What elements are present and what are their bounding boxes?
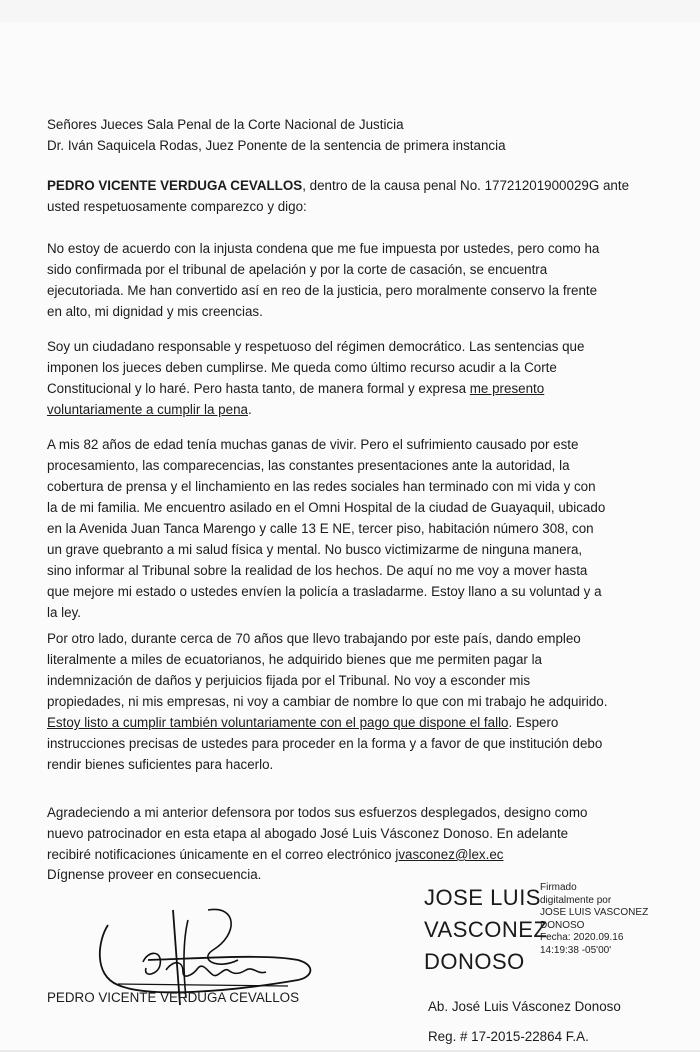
closing-line: Dígnense proveer en consecuencia. xyxy=(47,867,262,882)
lawyer-registration: Reg. # 17-2015-22864 F.A. xyxy=(428,1029,589,1044)
paragraph-4: Por otro lado, durante cerca de 70 años que llevo trabajando por este país, dando empleo literalmente a miles de ecuatorianos, he adquirido bienes que me permiten pagar la indemnización de daños y perjuicios fijada por el Tribunal. No voy a esconder mis propiedades, ni mis empresas, ni voy a cambiar de nombre lo que con mi trabajo he adquirido. Estoy listo a cumplir también voluntariamente con el pago que dispone el fallo. Espero instrucciones precisas de ustedes para proceder en la forma y a favor de que institución debo rendir bienes suficientes para hacerlo. xyxy=(47,631,608,772)
petitioner-name: PEDRO VICENTE VERDUGA CEVALLOS xyxy=(47,178,303,193)
signer-name: PEDRO VICENTE VERDUGA CEVALLOS xyxy=(47,990,300,1005)
digital-signature-details: Firmado digitalmente por JOSE LUIS VASCONEZ DONOSO Fecha: 2020.09.16 14:19:38 -05'00' xyxy=(540,882,649,956)
lawyer-name: Ab. José Luis Vásconez Donoso xyxy=(428,999,621,1014)
intro-paragraph: PEDRO VICENTE VERDUGA CEVALLOS, dentro de la causa penal No. 17721201900029G ante usted respetuosamente comparezco y digo: xyxy=(47,178,630,214)
addressee-line: Señores Jueces Sala Penal de la Corte Nacional de Justicia xyxy=(47,117,404,132)
underlined-text: Estoy listo a cumplir también voluntariamente con el pago que dispone el fallo xyxy=(47,715,509,730)
paragraph-5: Agradeciendo a mi anterior defensora por todos sus esfuerzos desplegados, designo como nuevo patrocinador en esta etapa al abogado José Luis Vásconez Donoso. En adelante recibiré notificaciones únicamente en el correo electrónico jvasconez@lex.ec xyxy=(47,805,588,862)
underlined-text: me presento xyxy=(469,381,545,396)
handwritten-signature xyxy=(88,880,318,1030)
paragraph-2: Soy un ciudadano responsable y respetuoso del régimen democrático. Las sentencias que imponen los jueces deben cumplirse. Me queda como último recurso acudir a la Corte Constitucional y lo haré. Pero hasta tanto, de manera formal y expresa me presento voluntariamente a cumplir la pena. xyxy=(47,339,585,417)
email-link[interactable]: jvasconez@lex.ec xyxy=(395,847,504,862)
underlined-text: voluntariamente a cumplir la pena xyxy=(47,402,248,417)
addressee-block xyxy=(47,114,653,156)
paragraph-1: No estoy de acuerdo con la injusta condena que me fue impuesta por ustedes, pero como ha sido confirmada por el tribunal de apelación y por la corte de casación, se encuentra ejecutoriada. Me han convertido así en reo de la justicia, pero moralmente conservo la frente en alto, mi dignidad y mis creencias. xyxy=(47,241,600,319)
lawyer-block xyxy=(428,992,621,1052)
digital-signature-name: JOSE LUIS VASCONEZ DONOSO xyxy=(424,885,548,974)
addressee-line: Dr. Iván Saquicela Rodas, Juez Ponente de la sentencia de primera instancia xyxy=(47,138,506,153)
top-bar xyxy=(0,0,700,22)
paragraph-3: A mis 82 años de edad tenía muchas ganas de vivir. Pero el sufrimiento causado por este procesamiento, las comparecencias, las constantes presentaciones ante la autoridad, la cobertura de prensa y el linchamiento en las redes sociales han terminado con mi vida y con la de mi familia. Me encuentro asilado en el Omni Hospital de la ciudad de Guayaquil, ubicado en la Avenida Juan Tanca Marengo y calle 13 E NE, tercer piso, habitación número 308, con un grave quebranto a mi salud física y mental. No busco victimizarme de ninguna manera, sino informar al Tribunal sobre la realidad de los hechos. De aquí no me voy a mover hasta que mejore mi estado o ustedes envíen la policía a trasladarme. Estoy llano a su voluntad y a la ley. xyxy=(47,437,606,620)
